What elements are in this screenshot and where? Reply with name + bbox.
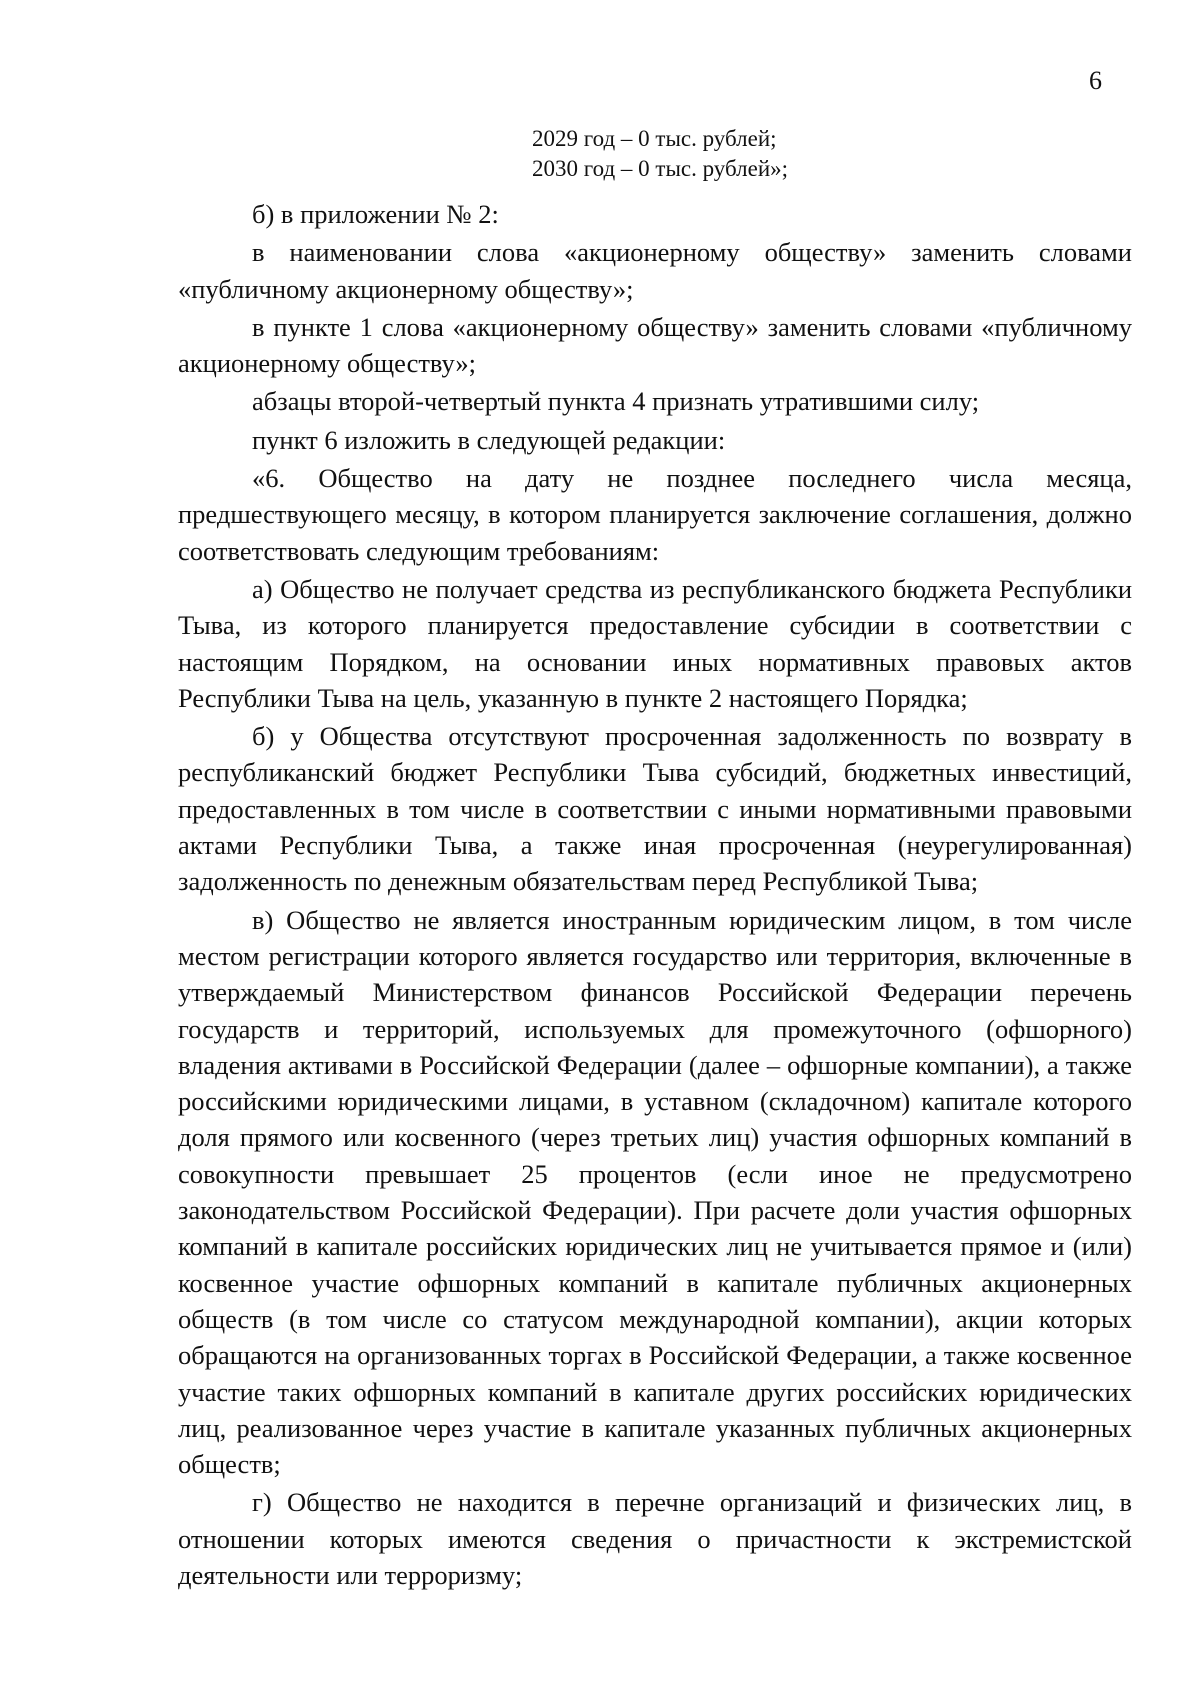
paragraph-requirement-g: г) Общество не находится в перечне организаций и физических лиц, в отношении которых имеются сведения о причастности к экстремистской деятельности или терроризму;	[178, 1487, 1132, 1590]
paragraph-point-6-intro: пункт 6 изложить в следующей редакции:	[252, 424, 726, 455]
budget-line-2029: 2029 год – 0 тыс. рублей;	[532, 126, 777, 151]
paragraph-point-4-repeal: абзацы второй-четвертый пункта 4 признать утратившими силу;	[252, 386, 980, 417]
paragraph-appendix-2: б) в приложении № 2:	[252, 199, 499, 229]
paragraph-requirement-v: в) Общество не является иностранным юридическим лицом, в том числе местом регистрации которого является государство или территория, включенные в утверждаемый Министерством финансов Российской Федерации перечень государств и территорий, используемых для промежуточного (офшорного) владения активами в Российской Федерации (далее – офшорные компании), а также российскими юридическими лицами, в уставном (складочном) капитале которого доля прямого или косвенного (через третьих лиц) участия офшорных компаний в совокупности превышает 25 процентов (если иное не предусмотрено законодательством Российской Федерации). При расчете доли участия офшорных компаний в капитале российских юридических лиц не учитывается прямое и (или) косвенное участие офшорных компаний в капитале публичных акционерных обществ (в том числе со статусом международной компании), акции которых обращаются на организованных торгах в Российской Федерации, а также косвенное участие таких офшорных компаний в капитале других российских юридических лиц, реализованное через участие в капитале указанных публичных акционерных обществ;	[178, 904, 1132, 1480]
paragraph-requirement-a: а) Общество не получает средства из республиканского бюджета Республики Тыва, из которого планируется предоставление субсидии в соответствии с настоящим Порядком, на основании иных нормативных правовых актов Республики Тыва на цель, указанную в пункте 2 настоящего Порядка;	[178, 573, 1132, 713]
paragraph-point-6-text: «6. Общество на дату не позднее последнего числа месяца, предшествующего месяцу, в котором планируется заключение соглашения, должно соответствовать следующим требованиям:	[178, 463, 1132, 566]
paragraph-title-change: в наименовании слова «акционерному обществу» заменить словами «публичному акционерному обществу»;	[178, 237, 1132, 304]
budget-line-2030: 2030 год – 0 тыс. рублей»;	[532, 156, 789, 181]
paragraph-point-1-change: в пункте 1 слова «акционерному обществу» заменить словами «публичному акционерному обществу»;	[178, 311, 1132, 379]
page-number: 6	[1089, 66, 1102, 95]
document-body	[178, 196, 1132, 1593]
budget-lines	[532, 124, 788, 184]
paragraph-requirement-b: б) у Общества отсутствуют просроченная задолженность по возврату в республиканский бюджет Республики Тыва субсидий, бюджетных инвестиций, предоставленных в том числе в соответствии с иными нормативными правовыми актами Республики Тыва, а также иная просроченная (неурегулированная) задолженность по денежным обязательствам перед Республикой Тыва;	[178, 721, 1132, 897]
